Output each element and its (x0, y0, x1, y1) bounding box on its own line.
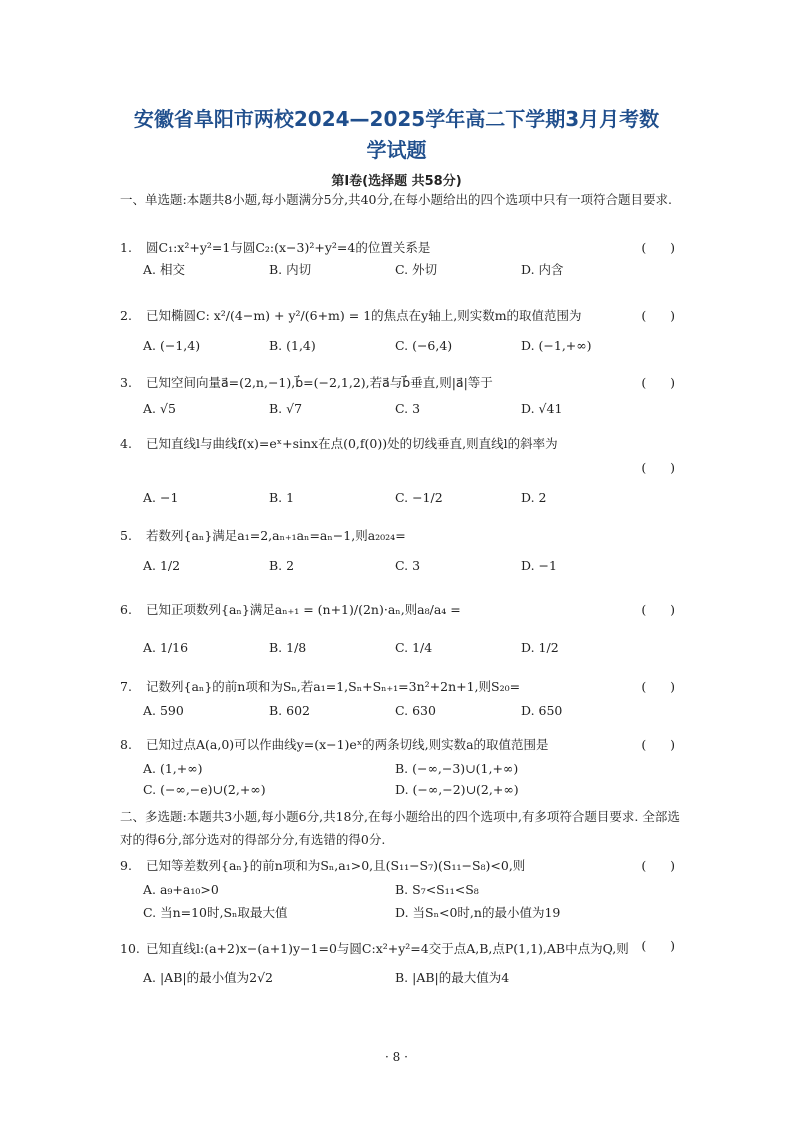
option-a: A. 1/16 (143, 640, 189, 655)
question-stem: 已知直线l与曲线f(x)=eˣ+sinx在点(0,f(0))处的切线垂直,则直线l的斜率为 (146, 436, 558, 451)
question-stem: 若数列{aₙ}满足a₁=2,aₙ₊₁aₙ=aₙ−1,则a₂₀₂₄= (146, 528, 406, 543)
option-d: D. (−1,+∞) (521, 338, 592, 353)
question-stem: 已知过点A(a,0)可以作曲线y=(x−1)eˣ的两条切线,则实数a的取值范围是 (146, 737, 549, 752)
option-b: B. √7 (269, 401, 303, 416)
section-2-intro: 二、多选题:本题共3小题,每小题6分,共18分,在每小题给出的四个选项中,有多项符合题目要求. 全部选对的得6分,部分选对的得部分分,有选错的得0分. (120, 809, 680, 847)
question-stem: 已知直线l:(a+2)x−(a+1)y−1=0与圆C:x²+y²=4交于点A,B,点P(1,1),AB中点为Q,则 (146, 941, 629, 956)
question-number: 9. (120, 857, 132, 873)
question-number: 6. (120, 601, 132, 617)
question-5 (120, 526, 675, 573)
option-b: B. 2 (269, 558, 295, 573)
answer-bracket: ( ) (641, 736, 675, 752)
option-d: D. 1/2 (521, 640, 559, 655)
question-number: 3. (120, 374, 132, 390)
option-b: B. (1,4) (269, 338, 316, 353)
question-4 (120, 434, 675, 505)
title-line-1: 安徽省阜阳市两校2024—2025学年高二下学期3月月考数 (133, 107, 660, 131)
option-b: B. 1 (269, 490, 295, 505)
question-stem: 圆C₁:x²+y²=1与圆C₂:(x−3)²+y²=4的位置关系是 (146, 240, 431, 255)
question-number: 4. (120, 435, 132, 451)
question-stem: 已知空间向量a⃗=(2,n,−1),b⃗=(−2,1,2),若a⃗与b⃗垂直,则|a⃗|等于 (146, 375, 493, 390)
option-b: B. S₇<S₁₁<S₈ (395, 882, 479, 897)
question-stem: 记数列{aₙ}的前n项和为Sₙ,若a₁=1,Sₙ+Sₙ₊₁=3n²+2n+1,则S₂₀= (146, 679, 521, 694)
answer-bracket: ( ) (641, 460, 675, 475)
answer-bracket: ( ) (641, 374, 675, 390)
question-6 (120, 600, 675, 655)
question-stem: 已知正项数列{aₙ}满足aₙ₊₁ = (n+1)/(2n)·aₙ,则a₈/a₄ = (146, 602, 461, 617)
option-c: C. 1/4 (395, 640, 433, 655)
option-c: C. 当n=10时,Sₙ取最大值 (143, 905, 288, 920)
question-7 (120, 677, 675, 718)
answer-bracket: ( ) (641, 307, 675, 323)
title-line-2: 学试题 (366, 138, 427, 162)
option-c: C. −1/2 (395, 490, 443, 505)
option-a: A. √5 (143, 401, 176, 416)
option-d: D. −1 (521, 558, 557, 573)
option-a: A. (−1,4) (143, 338, 201, 353)
question-number: 10. (120, 941, 140, 956)
option-a: A. |AB|的最小值为2√2 (143, 970, 273, 985)
option-c: C. (−6,4) (395, 338, 453, 353)
option-c: C. 630 (395, 703, 436, 718)
question-1 (120, 238, 675, 278)
option-a: A. −1 (143, 490, 179, 505)
option-c: C. 外切 (395, 262, 438, 277)
question-number: 1. (120, 239, 132, 255)
option-a: A. (1,+∞) (143, 761, 203, 776)
option-a: A. a₉+a₁₀>0 (143, 882, 219, 897)
option-b: B. 1/8 (269, 640, 307, 655)
question-3 (120, 373, 675, 416)
question-stem: 已知椭圆C: x²/(4−m) + y²/(6+m) = 1的焦点在y轴上,则实数m的取值范围为 (146, 308, 582, 323)
option-d: D. 2 (521, 490, 547, 505)
option-a: A. 1/2 (143, 558, 181, 573)
option-b: B. 602 (269, 703, 310, 718)
option-d: D. 650 (521, 703, 563, 718)
option-d: D. 内含 (521, 262, 564, 277)
question-10 (120, 938, 675, 986)
option-c: C. 3 (395, 401, 421, 416)
question-number: 8. (120, 736, 132, 752)
question-number: 5. (120, 527, 132, 543)
option-c: C. 3 (395, 558, 421, 573)
answer-bracket: ( ) (641, 601, 675, 617)
option-d: D. √41 (521, 401, 563, 416)
option-b: B. |AB|的最大值为4 (395, 970, 510, 985)
volume-title: 第I卷(选择题 共58分) (331, 174, 462, 189)
question-8 (120, 735, 675, 797)
option-a: A. 相交 (143, 262, 185, 277)
question-number: 7. (120, 678, 132, 694)
option-d: D. (−∞,−2)∪(2,+∞) (395, 782, 519, 797)
answer-bracket: ( ) (641, 938, 675, 953)
question-number: 2. (120, 307, 132, 323)
page-number: · 8 · (385, 1050, 408, 1064)
option-c: C. (−∞,−e)∪(2,+∞) (143, 782, 266, 797)
option-d: D. 当Sₙ<0时,n的最小值为19 (395, 905, 561, 920)
option-a: A. 590 (143, 703, 184, 718)
answer-bracket: ( ) (641, 678, 675, 694)
question-2 (120, 306, 675, 353)
question-9 (120, 856, 675, 921)
question-stem: 已知等差数列{aₙ}的前n项和为Sₙ,a₁>0,且(S₁₁−S₇)(S₁₁−S₈)<0,则 (146, 858, 526, 873)
answer-bracket: ( ) (641, 857, 675, 873)
answer-bracket: ( ) (641, 239, 675, 255)
section-1-intro: 一、单选题:本题共8小题,每小题满分5分,共40分,在每小题给出的四个选项中只有一项符合题目要求. (120, 192, 672, 207)
option-b: B. 内切 (269, 262, 312, 277)
option-b: B. (−∞,−3)∪(1,+∞) (395, 761, 519, 776)
